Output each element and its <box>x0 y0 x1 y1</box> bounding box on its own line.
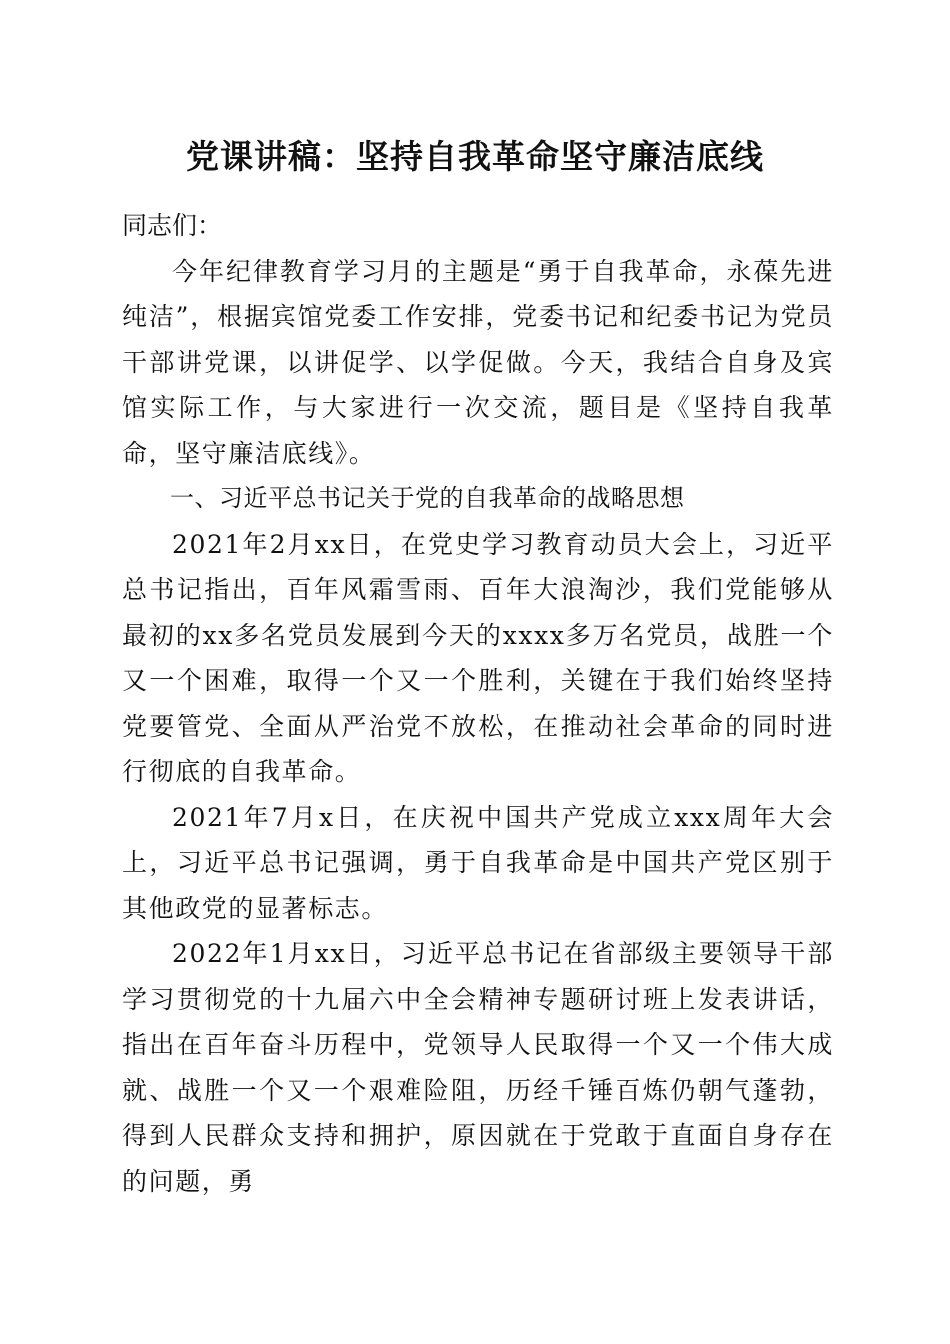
body-paragraph: 2021年2月xx日，在党史学习教育动员大会上，习近平总书记指出，百年风霜雪雨、百年大浪淘沙，我们党能够从最初的xx多名党员发展到今天的xxxx多万名党员，战胜一个又一个困难，取得一个又一个胜利，关键在于我们始终坚持党要管党、全面从严治党不放松，在推动社会革命的同时进行彻底的自我革命。 <box>122 529 834 786</box>
document-body <box>122 203 834 1204</box>
body-paragraph: 2021年7月x日，在庆祝中国共产党成立xxx周年大会上，习近平总书记强调，勇于自我革命是中国共产党区别于其他政党的显著标志。 <box>122 802 834 923</box>
section-heading: 一、习近平总书记关于党的自我革命的战略思想 <box>170 484 685 512</box>
body-paragraph: 2022年1月xx日，习近平总书记在省部级主要领导干部学习贯彻党的十九届六中全会精神专题研讨班上发表讲话，指出在百年奋斗历程中，党领导人民取得一个又一个伟大成就、战胜一个又一个艰难险阻，历经千锤百炼仍朝气蓬勃，得到人民群众支持和拥护，原因就在于党敢于直面自身存在的问题，勇 <box>122 939 834 1196</box>
salutation: 同志们： <box>122 211 223 240</box>
document-title: 党课讲稿：坚持自我革命坚守廉洁底线 <box>186 137 764 176</box>
intro-paragraph: 今年纪律教育学习月的主题是“勇于自我革命，永葆先进纯洁”，根据宾馆党委工作安排，党委书记和纪委书记为党员干部讲党课，以讲促学、以学促做。今天，我结合自身及宾馆实际工作，与大家进行一次交流，题目是《坚持自我革命，坚守廉洁底线》。 <box>122 256 834 468</box>
